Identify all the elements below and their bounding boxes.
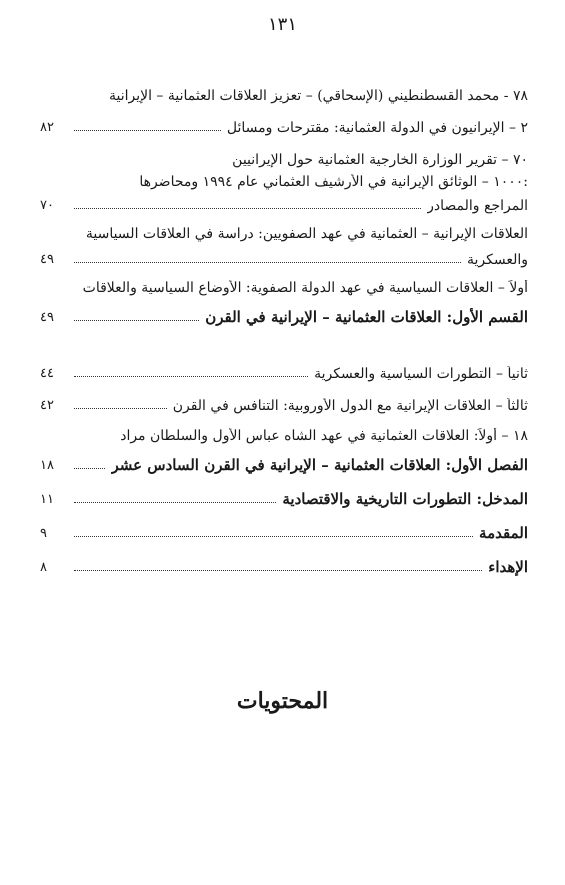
toc-chapter-title: الفصل الأول: العلاقات العثمانية – الإيرانية في القرن السادس عشر [111,456,528,474]
dot-leader [74,262,461,263]
dot-leader [74,502,276,503]
toc-entry [40,398,528,414]
toc-page-number: ٨ [40,560,47,575]
toc-entry [40,558,528,576]
dot-leader [74,130,221,131]
toc-page-number: ٨٢ [40,120,54,135]
toc-entry-title: الإهداء [488,558,528,576]
toc-entry [40,456,528,474]
toc-chapter-title: القسم الأول: العلاقات العثمانية – الإيرانية في القرن [205,308,528,326]
dot-leader [74,468,105,469]
dot-leader [74,376,308,377]
toc-entry-title: المراجع والمصادر [427,198,528,214]
toc-entry [40,198,528,214]
toc-entry [40,308,528,326]
toc-entry-text: :١٠٠٠ – الوثائق الإيرانية في الأرشيف العثماني عام ١٩٩٤ ومحاضرها [139,174,528,190]
toc-entry-title: ٢ – الإيرانيون في الدولة العثمانية: مقترحات ومسائل [226,120,528,136]
toc-entry-title: المدخل: التطورات التاريخية والاقتصادية [282,490,528,508]
section-heading: المحتويات [236,688,329,714]
toc-entry [40,490,528,508]
toc-entry-text: ٧٨ - محمد القسطنطيني (الإسحاقي) – تعزيز العلاقات العثمانية – الإيرانية [108,88,528,104]
dot-leader [74,320,199,321]
toc-entry-text: ٧٠ – تقرير الوزارة الخارجية العثمانية حول الإيرانيين [232,152,528,168]
toc-page-number: ٩ [40,526,47,541]
toc-entry [40,524,528,542]
toc-entry [40,120,528,136]
toc-page-number: ٤٤ [40,366,54,381]
toc-entry-text: ١٨ – أولاً: العلاقات العثمانية في عهد الشاه عباس الأول والسلطان مراد [120,428,528,444]
toc-page-number: ٤٩ [40,252,54,267]
table-of-contents [40,88,528,576]
toc-entry-title: ثانياً – التطورات السياسية والعسكرية [314,366,528,382]
toc-page-number: ١٨ [40,458,54,473]
toc-entry [40,252,528,268]
toc-entry-title: والعسكرية [466,252,528,268]
dot-leader [74,408,167,409]
dot-leader [74,536,473,537]
toc-entry-text: العلاقات الإيرانية – العثمانية في عهد الصفويين: دراسة في العلاقات السياسية [85,226,528,242]
toc-page-number: ٤٢ [40,398,54,413]
toc-entry-title: المقدمة [479,524,528,542]
dot-leader [74,570,482,571]
toc-entry-title: ثالثاً – العلاقات الإيرانية مع الدول الأوروبية: التنافس في القرن [172,398,528,414]
toc-page-number: ١١ [40,492,54,507]
dot-leader [74,208,421,209]
toc-page-number: ٤٩ [40,310,54,325]
toc-page-number: ٧٠ [40,198,54,213]
toc-entry-text: أولاً – العلاقات السياسية في عهد الدولة الصفوية: الأوضاع السياسية والعلاقات [82,280,528,296]
toc-entry [40,366,528,382]
page-number: ١٣١ [267,14,297,35]
